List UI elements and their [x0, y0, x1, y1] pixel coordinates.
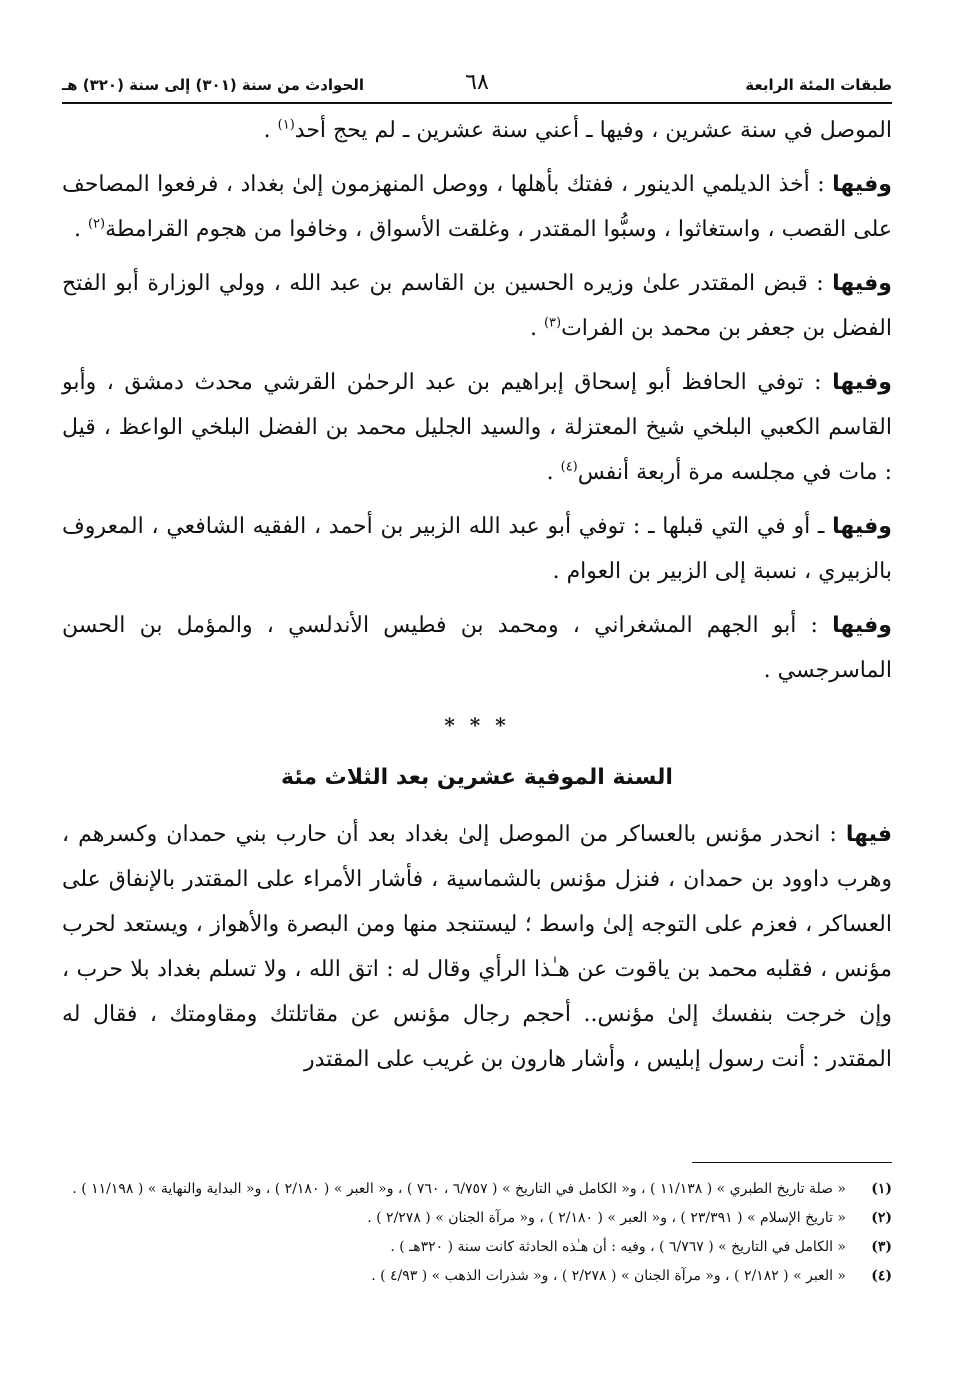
footnote-number: (١)	[871, 1181, 892, 1197]
footnote-ref: (١)	[277, 117, 295, 133]
paragraph-text: : قبض المقتدر علىٰ وزيره الحسين بن القاسم بن عبد الله ، وولي الوزارة أبو الفتح الفضل بن جعفر بن محمد بن الفرات	[62, 271, 892, 341]
paragraph-tail: .	[263, 118, 278, 143]
footnote-ref: (٢)	[87, 216, 106, 232]
page-number: ٦٨	[465, 70, 489, 95]
main-text	[62, 108, 892, 1082]
page	[62, 70, 892, 1082]
footnote-text: « الكامل في التاريخ » ( ٦/٧٦٧ ) ، وفيه : أن هـٰذه الحادثة كانت سنة ( ٣٢٠هـ ) .	[390, 1239, 846, 1255]
paragraph-lead: وفيها	[832, 271, 892, 296]
footnote-text: « تاريخ الإسلام » ( ٢٣/٣٩١ ) ، و« العبر » ( ٢/١٨٠ ) ، و« مرآة الجنان » ( ٢/٢٧٨ ) .	[367, 1210, 846, 1226]
book-section-title: طبقات المئة الرابعة	[745, 76, 892, 94]
footnote	[62, 1175, 892, 1204]
paragraph	[62, 504, 892, 594]
footnote-number: (٤)	[871, 1268, 892, 1284]
footnote	[62, 1204, 892, 1233]
paragraph	[62, 603, 892, 693]
paragraph-text: : توفي الحافظ أبو إسحاق إبراهيم بن عبد الرحمٰن القرشي محدث دمشق ، وأبو القاسم الكعبي البلخي شيخ المعتزلة ، والسيد الجليل محمد بن الفضل البلخي الواعظ ، قيل : مات في مجلسه مرة أربعة أنفس	[62, 370, 892, 485]
section-heading: السنة الموفية عشرين بعد الثلاث مئة	[281, 765, 673, 790]
footnote	[62, 1262, 892, 1291]
footnote	[62, 1233, 892, 1262]
paragraph	[62, 108, 892, 153]
footnote-ref: (٤)	[560, 459, 578, 475]
paragraph-lead: وفيها	[832, 172, 892, 197]
section-body	[62, 812, 892, 1082]
footnote-ref: (٣)	[543, 315, 562, 331]
paragraph-lead: فيها	[845, 822, 892, 847]
paragraph-tail: .	[73, 217, 88, 242]
paragraph-text: : انحدر مؤنس بالعساكر من الموصل إلىٰ بغداد بعد أن حارب بني حمدان وكسرهم ، وهرب داوود بن حمدان ، فنزل مؤنس بالشماسية ، فأشار الأمراء على المقتدر بالإنفاق على العساكر ، فعزم على التوجه إلىٰ واسط ؛ ليستنجد منها ومن البصرة والأهواز ، ويستعد لحرب مؤنس ، فقلبه محمد بن ياقوت عن هـٰذا الرأي وقال له : اتق الله ، ولا تسلم بغداد بلا حرب ، وإن خرجت بنفسك إلىٰ مؤنس.. أحجم رجال مؤنس عن مقاتلتك ومقاومتك ، فقال له المقتدر : أنت رسول إبليس ، وأشار هارون بن غريب على المقتدر	[62, 822, 892, 1072]
footnote-number: (٢)	[871, 1210, 892, 1226]
chapter-range-title: الحوادث من سنة (٣٠١) إلى سنة (٣٢٠) هـ	[62, 76, 365, 94]
paragraph	[62, 812, 892, 1082]
paragraph	[62, 261, 892, 351]
paragraph-text: : أخذ الديلمي الدينور ، ففتك بأهلها ، ووصل المنهزمون إلىٰ بغداد ، فرفعوا المصاحف على القصب ، واستغاثوا ، وسبُّوا المقتدر ، وغلقت الأسواق ، وخافوا من هجوم القرامطة	[62, 172, 892, 242]
paragraph	[62, 360, 892, 495]
running-header	[62, 70, 892, 104]
section-separator: * * *	[444, 713, 510, 737]
footnote-text: « العبر » ( ٢/١٨٢ ) ، و« مرآة الجنان » ( ٢/٢٧٨ ) ، و« شذرات الذهب » ( ٤/٩٣ ) .	[371, 1268, 846, 1284]
footnote-text: « صلة تاريخ الطبري » ( ١١/١٣٨ ) ، و« الكامل في التاريخ » ( ٦/٧٥٧ ، ٧٦٠ ) ، و« العبر » ( ٢/١٨٠ ) ، و« البداية والنهاية » ( ١١/١٩٨ ) .	[72, 1181, 846, 1197]
paragraph-text: : أبو الجهم المشغراني ، ومحمد بن فطيس الأندلسي ، والمؤمل بن الحسن الماسرجسي .	[62, 613, 892, 683]
paragraph-lead: وفيها	[832, 514, 892, 539]
paragraph-tail: .	[546, 460, 561, 485]
footnote-divider	[692, 1162, 892, 1163]
paragraph-tail: .	[529, 316, 544, 341]
paragraph-lead: وفيها	[832, 370, 892, 395]
paragraph-lead: وفيها	[832, 613, 892, 638]
footnotes	[62, 1162, 892, 1291]
paragraph	[62, 162, 892, 252]
paragraph-text: الموصل في سنة عشرين ، وفيها ـ أعني سنة عشرين ـ لم يحج أحد	[294, 118, 892, 143]
paragraph-text: ـ أو في التي قبلها ـ : توفي أبو عبد الله الزبير بن أحمد ، الفقيه الشافعي ، المعروف بالزبيري ، نسبة إلى الزبير بن العوام .	[62, 514, 892, 584]
footnote-number: (٣)	[871, 1239, 892, 1255]
